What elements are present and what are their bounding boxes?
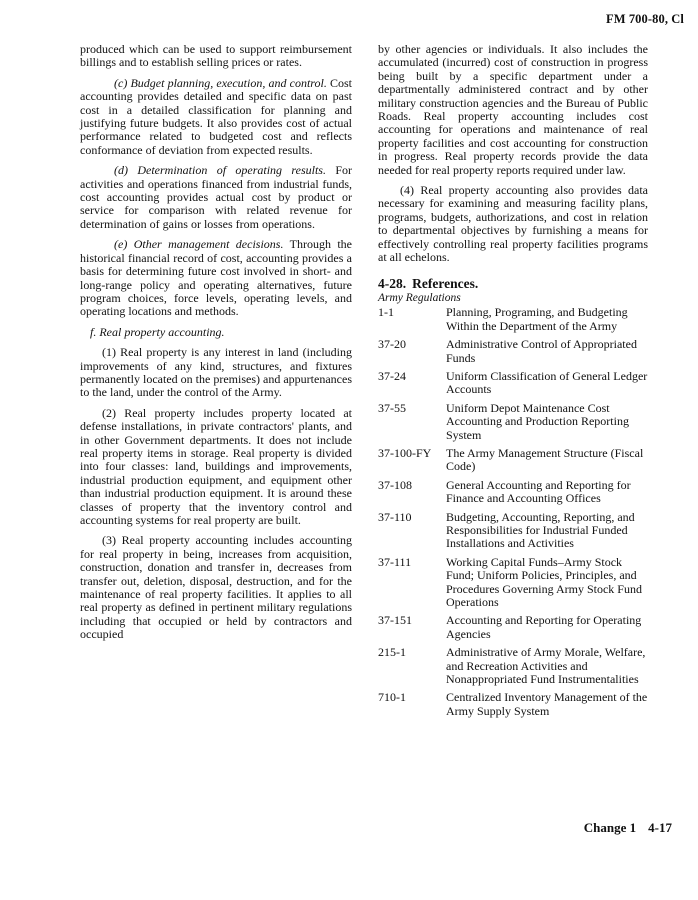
paragraph-d — [80, 164, 352, 231]
reference-number: 37-111 — [378, 554, 412, 569]
reference-number: 37-24 — [378, 368, 406, 383]
paragraph-c — [80, 77, 352, 157]
paragraph-c-label: (c) Budget planning, execution, and control. — [114, 75, 327, 90]
document-id: FM 700-80, Cl — [605, 12, 684, 26]
section-title: References. — [412, 275, 479, 291]
paragraph-e — [80, 238, 352, 318]
reference-row — [378, 691, 648, 718]
reference-title: Uniform Depot Maintenance Cost Accounting and Production Reporting System — [446, 400, 629, 442]
reference-number: 37-100-FY — [378, 445, 432, 460]
reference-row — [378, 511, 648, 551]
left-column — [80, 43, 352, 649]
paragraph-d-label: (d) Determination of operating results. — [114, 163, 326, 178]
paragraph-d-body: For activities and operations financed from industrial funds, cost accounting provides actual cost by product or service for comparison with related revenue for determination of gains or losses from operations. — [80, 163, 352, 231]
reference-title: General Accounting and Reporting for Finance and Accounting Offices — [446, 477, 631, 506]
page-number: 4-17 — [648, 820, 672, 835]
reference-row — [378, 646, 648, 686]
references-sub-label: Army Regulations — [378, 291, 461, 304]
reference-number: 215-1 — [378, 645, 406, 660]
paragraph-f1: (1) Real property is any interest in land (including improvements of any kind, structures, and fixtures permanently located on the premises) and appurtenances to the land, under the control of the Army. — [80, 345, 352, 400]
reference-number: 37-55 — [378, 400, 406, 415]
reference-number: 710-1 — [378, 690, 406, 705]
reference-number: 37-20 — [378, 337, 406, 352]
reference-number: 37-110 — [378, 509, 412, 524]
change-label: Change 1 — [583, 820, 637, 835]
reference-row — [378, 614, 648, 641]
reference-number: 37-108 — [378, 477, 412, 492]
reference-title: Administrative Control of Appropriated Funds — [446, 337, 637, 365]
reference-title: Administrative of Army Morale, Welfare, and Recreation Activities and Nonappropriated Fund Instrumentalities — [446, 645, 646, 687]
reference-title: The Army Management Structure (Fiscal Code) — [446, 445, 644, 474]
subsection-f-heading: f. Real property accounting. — [90, 324, 225, 339]
references-list — [378, 306, 648, 718]
reference-row — [378, 479, 648, 506]
reference-title: Uniform Classification of General Ledger Accounts — [446, 368, 648, 397]
reference-title: Accounting and Reporting for Operating Agencies — [446, 613, 642, 641]
paragraph-c-body: Cost accounting provides detailed and specific data on past cost in a detailed classification for planning and justifying future budgets. It also provides cost of actual performance related to budgeted cost and reflects conformance of deviation from expected results. — [80, 75, 353, 157]
reference-title: Planning, Programing, and Budgeting Within the Department of the Army — [446, 305, 628, 333]
reference-title: Budgeting, Accounting, Reporting, and Responsibilities for Industrial Funded Installations and Activities — [446, 509, 635, 551]
paragraph-f3: (3) Real property accounting includes accounting for real property in being, increases from acquisition, construction, donation and transfer in, decreases from transfer out, deletion, disposal, destruction, and for the maintenance of real property facilities. It applies to all real property as defined in pertinent military regulations including that occupied or held by contractors and occupied — [80, 533, 352, 642]
paragraph-continued: by other agencies or individuals. It also includes the accumulated (incurred) cost of construction in progress being built by a specific department under a departmentally administered contract and by other military construction agencies and the Bureau of Public Roads. Real property accounting includes cost accounting for operations and maintenance of real property facilities and cost accounting for construction in progress. Real property records provide the data needed for real property reports required under law. — [378, 42, 648, 177]
reference-row — [378, 306, 648, 333]
reference-title: Centralized Inventory Management of the Army Supply System — [446, 690, 648, 718]
paragraph-intro: produced which can be used to support reimbursement billings and to establish selling prices or rates. — [80, 42, 352, 70]
reference-title: Working Capital Funds–Army Stock Fund; Uniform Policies, Principles, and Procedures Governing Army Stock Fund Operations — [446, 554, 642, 610]
reference-row — [378, 556, 648, 610]
reference-number: 1-1 — [378, 305, 394, 320]
section-heading — [378, 277, 648, 290]
paragraph-f4: (4) Real property accounting also provides data necessary for examining and measuring facility plans, programs, budgets, authorizations, and cost in relation to departmental objectives by furnishing a means for effectively controlling real property facilities programs at all echelons. — [378, 183, 648, 265]
paragraph-e-label: (e) Other management decisions. — [114, 237, 284, 252]
reference-row — [378, 370, 648, 397]
reference-number: 37-151 — [378, 613, 412, 628]
section-number: 4-28. — [378, 275, 407, 291]
right-column — [378, 43, 648, 723]
reference-row — [378, 402, 648, 442]
page-footer — [584, 820, 672, 836]
paragraph-f2: (2) Real property includes property located at defense installations, in private contractors' plants, and in other Government departments. It does not include real property items in storage. Real property is divided into four classes: land, buildings and improvements, industrial production equipment, and equipment other than industrial production equipment. It is around these classes of property that the inventory control and accounting systems for real property are built. — [80, 405, 352, 527]
paragraph-e-body: Through the historical financial record of cost, accounting provides a basis for determining future cost involved in short- and long-range policy and operating alternatives, future program choices, force levels, operating levels, and operating locations and methods. — [80, 237, 352, 319]
reference-row — [378, 447, 648, 474]
reference-row — [378, 338, 648, 365]
